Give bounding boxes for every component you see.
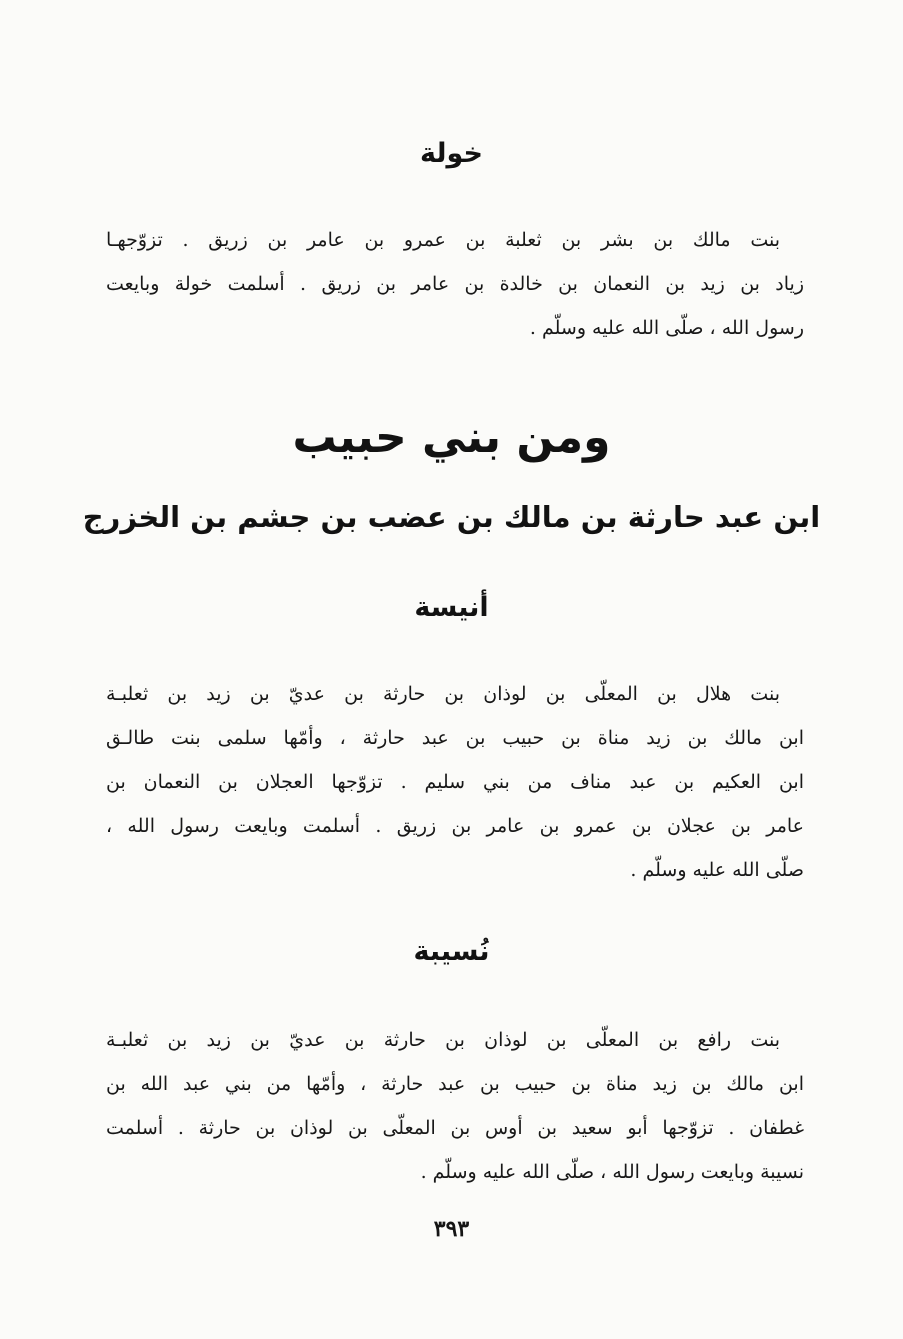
text-line: نسيبة وبايعت رسول الله ، صلّى الله عليه وسلّم . [420, 1161, 804, 1183]
text-line: غطفان . تزوّجها أبو سعيد بن أوس بن المعلّى بن لوذان بن حارثة . أسلمت [106, 1117, 804, 1139]
paragraph-unaysa [106, 672, 804, 892]
text-line: بنت مالك بن بشر بن ثعلبة بن عمرو بن عامر بن زريق . تزوّجهـا [106, 229, 780, 251]
text-line: عامر بن عجلان بن عمرو بن عامر بن زريق . أسلمت وبايعت رسول الله ، [106, 815, 804, 837]
text-line: صلّى الله عليه وسلّم . [630, 859, 804, 881]
text-line: ابن مالك بن زيد مناة بن حبيب بن عبد حارثة ، وأمّها سلمى بنت طالـق [106, 727, 804, 749]
section-subtitle-bani-habib: ابن عبد حارثة بن مالك بن عضب بن جشم بن الخزرج [82, 500, 821, 534]
text-line: بنت هلال بن المعلّى بن لوذان بن حارثة بن عديّ بن زيد بن ثعلبـة [106, 683, 780, 705]
page-number: ٣٩٣ [433, 1216, 470, 1242]
section-title-khawla: خولة [420, 138, 483, 169]
section-title-bani-habib: ومن بني حبيب [292, 412, 611, 463]
section-title-unaysa: أنيسة [414, 592, 489, 623]
text-line: رسول الله ، صلّى الله عليه وسلّم . [529, 317, 804, 339]
text-line: بنت رافع بن المعلّى بن لوذان بن حارثة بن عديّ بن زيد بن ثعلبـة [106, 1029, 780, 1051]
paragraph-nusayba [106, 1018, 804, 1194]
section-title-nusayba: نُسيبة [413, 936, 490, 967]
text-line: زياد بن زيد بن النعمان بن خالدة بن عامر بن زريق . أسلمت خولة وبايعت [106, 273, 804, 295]
text-line: ابن مالك بن زيد مناة بن حبيب بن عبد حارثة ، وأمّها من بني عبد الله بن [106, 1073, 804, 1095]
text-line: ابن العكيم بن عبد مناف من بني سليم . تزوّجها العجلان بن النعمان بن [106, 771, 804, 793]
paragraph-khawla [106, 218, 804, 350]
